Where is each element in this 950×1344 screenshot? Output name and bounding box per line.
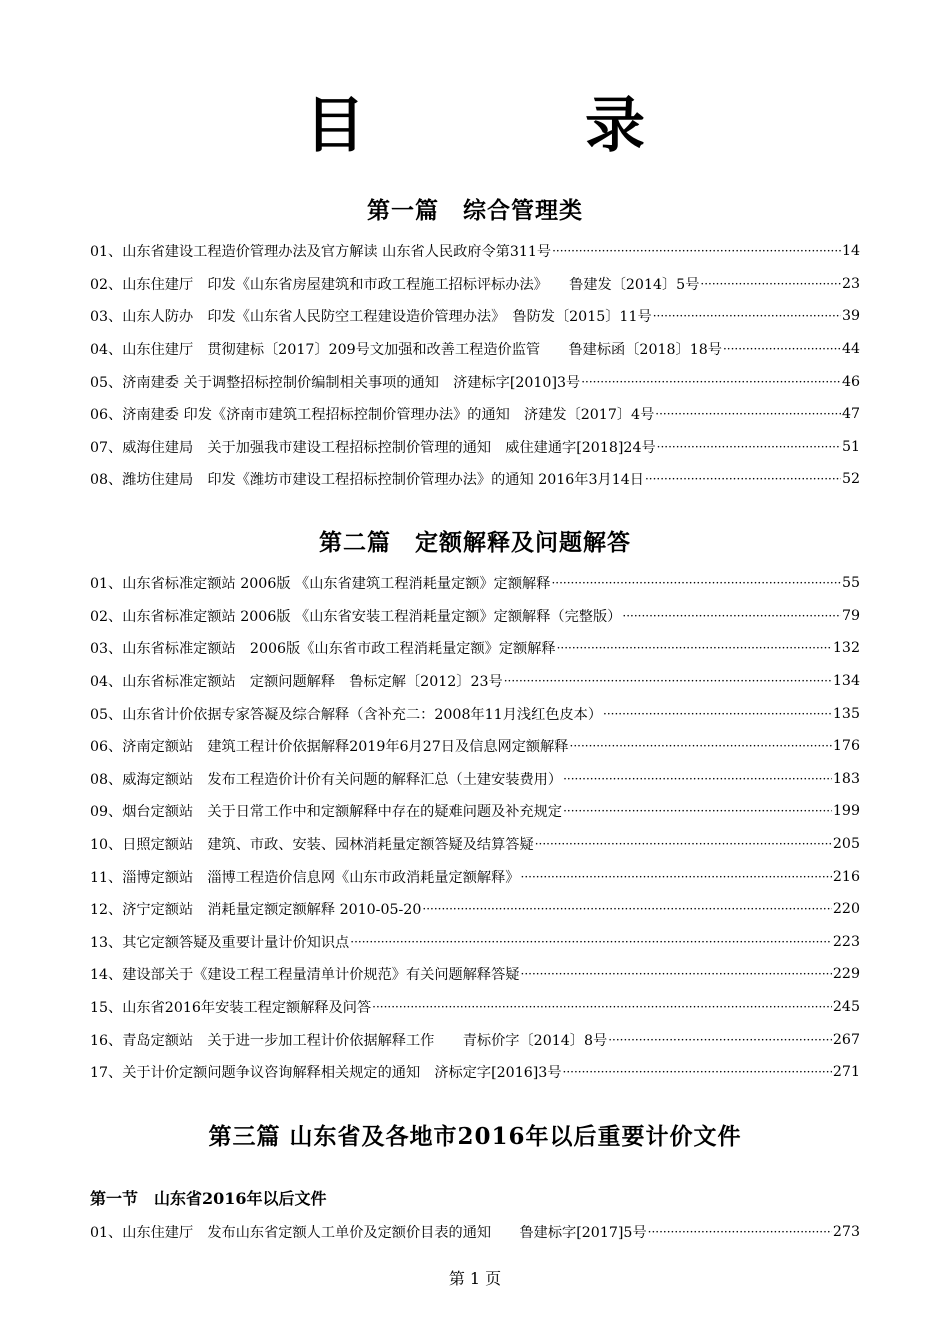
toc-entry-page: 44 bbox=[841, 341, 860, 358]
toc-entry-title: 14、建设部关于《建设工程工程量清单计价规范》有关问题解释答疑 bbox=[90, 967, 520, 984]
page-number: 第 1 页 bbox=[448, 1269, 502, 1288]
toc-entry-title: 03、山东人防办 印发《山东省人民防空工程建设造价管理办法》 鲁防发〔2015〕11号 bbox=[90, 309, 652, 326]
toc-leader-dots bbox=[521, 967, 832, 981]
toc-entry-page: 23 bbox=[841, 275, 860, 292]
toc-leader-dots bbox=[563, 772, 832, 786]
toc-entry-title: 04、山东省标准定额站 定额问题解释 鲁标定解〔2012〕23号 bbox=[90, 674, 503, 691]
toc-entry-title: 02、山东省标准定额站 2006版 《山东省安装工程消耗量定额》定额解释（完整版） bbox=[90, 608, 622, 625]
toc-entry-title: 10、日照定额站 建筑、市政、安装、园林消耗量定额答疑及结算答疑 bbox=[90, 837, 534, 854]
toc-entry[interactable] bbox=[90, 1023, 860, 1056]
toc-entry-title: 06、济南定额站 建筑工程计价依据解释2019年6月27日及信息网定额解释 bbox=[90, 739, 569, 756]
toc-leader-dots bbox=[723, 342, 841, 356]
part-2-list bbox=[90, 567, 860, 1089]
toc-entry-page: 79 bbox=[841, 607, 860, 624]
toc-entry[interactable] bbox=[90, 463, 860, 496]
toc-leader-dots bbox=[350, 935, 832, 949]
toc-leader-dots bbox=[563, 1065, 832, 1079]
toc-entry-page: 14 bbox=[841, 243, 860, 260]
toc-entry-page: 135 bbox=[832, 705, 860, 722]
toc-leader-dots bbox=[700, 277, 841, 291]
toc-entry-title: 07、威海住建局 关于加强我市建设工程招标控制价管理的通知 威住建通字[2018]24号 bbox=[90, 439, 656, 456]
toc-entry[interactable] bbox=[90, 828, 860, 861]
toc-entry-title: 05、济南建委 关于调整招标控制价编制相关事项的通知 济建标字[2010]3号 bbox=[90, 374, 581, 391]
toc-entry[interactable] bbox=[90, 632, 860, 665]
toc-leader-dots bbox=[570, 739, 832, 753]
toc-entry-page: 47 bbox=[841, 406, 860, 423]
toc-entry[interactable] bbox=[90, 730, 860, 763]
toc-entry[interactable] bbox=[90, 860, 860, 893]
toc-entry[interactable] bbox=[90, 300, 860, 333]
toc-entry-title: 16、青岛定额站 关于进一步加工程计价依据解释工作 青标价字〔2014〕8号 bbox=[90, 1032, 608, 1049]
toc-entry-title: 01、山东住建厅 发布山东省定额人工单价及定额价目表的通知 鲁建标字[2017]5号 bbox=[90, 1225, 647, 1242]
toc-leader-dots bbox=[552, 244, 841, 258]
toc-entry[interactable] bbox=[90, 893, 860, 926]
toc-entry-page: 39 bbox=[841, 308, 860, 325]
toc-entry[interactable] bbox=[90, 1216, 860, 1249]
toc-entry[interactable] bbox=[90, 567, 860, 600]
toc-entry[interactable] bbox=[90, 926, 860, 959]
toc-entry-title: 15、山东省2016年安装工程定额解释及问答 bbox=[90, 1000, 372, 1017]
toc-entry[interactable] bbox=[90, 665, 860, 698]
part-1-list bbox=[90, 235, 860, 496]
toc-leader-dots bbox=[557, 641, 832, 655]
toc-entry-page: 199 bbox=[832, 803, 860, 820]
toc-entry[interactable] bbox=[90, 431, 860, 464]
toc-entry[interactable] bbox=[90, 365, 860, 398]
toc-entry-page: 55 bbox=[841, 575, 860, 592]
toc-leader-dots bbox=[622, 609, 841, 623]
toc-entry-page: 271 bbox=[832, 1064, 860, 1081]
toc-entry-page: 132 bbox=[832, 640, 860, 657]
toc-entry-title: 02、山东住建厅 印发《山东省房屋建筑和市政工程施工招标评标办法》 鲁建发〔2014〕5号 bbox=[90, 276, 700, 293]
toc-entry-page: 220 bbox=[832, 901, 860, 918]
toc-leader-dots bbox=[372, 1000, 832, 1014]
toc-entry[interactable] bbox=[90, 991, 860, 1024]
toc-entry[interactable] bbox=[90, 333, 860, 366]
toc-entry[interactable] bbox=[90, 1056, 860, 1089]
toc-entry-page: 216 bbox=[832, 868, 860, 885]
toc-entry-title: 01、山东省标准定额站 2006版 《山东省建筑工程消耗量定额》定额解释 bbox=[90, 576, 551, 593]
toc-entry-title: 05、山东省计价依据专家答凝及综合解释（含补充二：2008年11月浅红色皮本） bbox=[90, 706, 603, 723]
toc-entry-page: 273 bbox=[832, 1224, 860, 1241]
toc-leader-dots bbox=[504, 674, 832, 688]
toc-entry-title: 08、威海定额站 发布工程造价计价有关问题的解释汇总（土建安装费用） bbox=[90, 771, 563, 788]
toc-leader-dots bbox=[655, 407, 841, 421]
toc-leader-dots bbox=[603, 707, 832, 721]
toc-leader-dots bbox=[521, 870, 832, 884]
part-3-heading: 第三篇 山东省及各地市2016年以后重要计价文件 bbox=[208, 1123, 742, 1150]
toc-leader-dots bbox=[648, 1225, 832, 1239]
toc-entry-title: 06、济南建委 印发《济南市建筑工程招标控制价管理办法》的通知 济建发〔2017〕4号 bbox=[90, 407, 655, 424]
toc-leader-dots bbox=[657, 440, 841, 454]
toc-entry[interactable] bbox=[90, 398, 860, 431]
toc-entry-title: 03、山东省标准定额站 2006版《山东省市政工程消耗量定额》定额解释 bbox=[90, 641, 556, 658]
toc-entry-page: 134 bbox=[832, 673, 860, 690]
toc-entry[interactable] bbox=[90, 795, 860, 828]
page-title: 目 录 bbox=[305, 91, 725, 161]
toc-entry-title: 09、烟台定额站 关于日常工作中和定额解释中存在的疑难问题及补充规定 bbox=[90, 804, 563, 821]
toc-entry-page: 52 bbox=[841, 471, 860, 488]
toc-leader-dots bbox=[535, 837, 832, 851]
toc-leader-dots bbox=[645, 472, 841, 486]
toc-entry-page: 176 bbox=[832, 738, 860, 755]
toc-entry-page: 267 bbox=[832, 1031, 860, 1048]
toc-entry-page: 245 bbox=[832, 999, 860, 1016]
toc-entry[interactable] bbox=[90, 958, 860, 991]
toc-leader-dots bbox=[551, 576, 841, 590]
toc-leader-dots bbox=[422, 902, 832, 916]
toc-leader-dots bbox=[581, 375, 841, 389]
toc-entry-title: 04、山东住建厅 贯彻建标〔2017〕209号文加强和改善工程造价监管 鲁建标函〔2018〕18号 bbox=[90, 342, 722, 359]
toc-entry[interactable] bbox=[90, 763, 860, 796]
toc-entry[interactable] bbox=[90, 697, 860, 730]
toc-leader-dots bbox=[608, 1033, 832, 1047]
toc-leader-dots bbox=[563, 804, 832, 818]
toc-entry-page: 46 bbox=[841, 373, 860, 390]
toc-entry-title: 12、济宁定额站 消耗量定额定额解释 2010-05-20 bbox=[90, 902, 422, 919]
toc-entry-title: 13、其它定额答疑及重要计量计价知识点 bbox=[90, 934, 350, 951]
toc-entry[interactable] bbox=[90, 235, 860, 268]
toc-entry-page: 205 bbox=[832, 836, 860, 853]
toc-entry[interactable] bbox=[90, 600, 860, 633]
part-2-heading: 第二篇 定额解释及问题解答 bbox=[319, 529, 631, 556]
toc-entry-title: 11、淄博定额站 淄博工程造价信息网《山东市政消耗量定额解释》 bbox=[90, 869, 520, 886]
part-3-list bbox=[90, 1216, 860, 1249]
toc-leader-dots bbox=[653, 309, 841, 323]
toc-entry-page: 183 bbox=[832, 770, 860, 787]
part-1-heading: 第一篇 综合管理类 bbox=[367, 197, 583, 224]
toc-entry-page: 223 bbox=[832, 933, 860, 950]
toc-entry-page: 229 bbox=[832, 966, 860, 983]
toc-entry[interactable] bbox=[90, 268, 860, 301]
toc-entry-title: 08、潍坊住建局 印发《潍坊市建设工程招标控制价管理办法》的通知 2016年3月14日 bbox=[90, 472, 644, 489]
toc-entry-title: 01、山东省建设工程造价管理办法及官方解读 山东省人民政府令第311号 bbox=[90, 244, 552, 261]
toc-entry-page: 51 bbox=[841, 438, 860, 455]
section-1-heading: 第一节 山东省2016年以后文件 bbox=[90, 1189, 327, 1208]
toc-entry-title: 17、关于计价定额问题争议咨询解释相关规定的通知 济标定字[2016]3号 bbox=[90, 1065, 562, 1082]
